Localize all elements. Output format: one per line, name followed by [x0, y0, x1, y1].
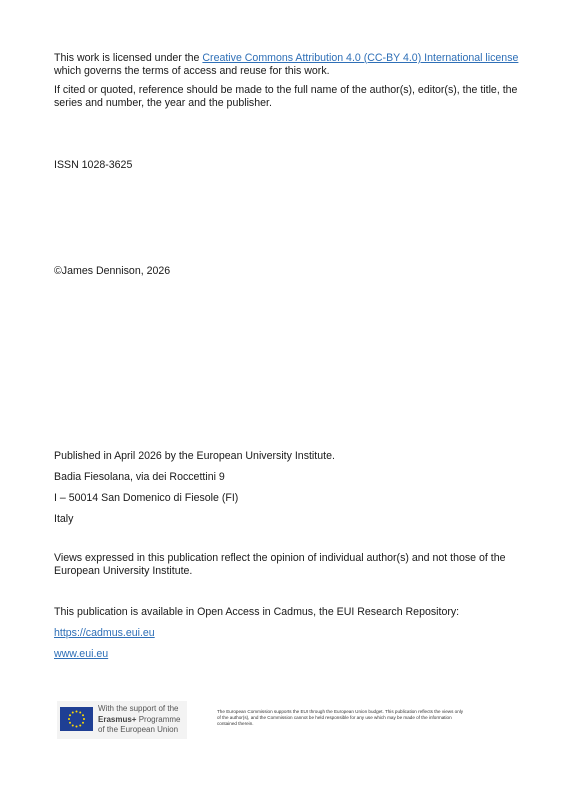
erasmus-logo	[57, 701, 187, 739]
erasmus-plus: Erasmus+	[98, 714, 137, 724]
eui-link-line	[54, 648, 524, 661]
published-line: Published in April 2026 by the European University Institute.	[54, 450, 335, 462]
footer	[57, 701, 527, 741]
address-line-1: Badia Fiesolana, via dei Roccettini 9	[54, 471, 225, 483]
country: Italy	[54, 513, 74, 525]
open-access-text: This publication is available in Open Access in Cadmus, the EUI Research Repository:	[54, 606, 460, 618]
eu-flag-icon	[60, 707, 93, 731]
erasmus-logo-text	[98, 704, 180, 736]
issn: ISSN 1028-3625	[54, 159, 133, 171]
logo-line-2	[98, 715, 180, 726]
copyright: ©James Dennison, 2026	[54, 265, 171, 277]
cadmus-link[interactable]: https://cadmus.eui.eu	[54, 627, 155, 639]
logo-line-3: of the European Union	[98, 725, 179, 734]
logo-line-1: With the support of the	[98, 704, 179, 713]
eui-link[interactable]: www.eui.eu	[54, 648, 109, 660]
license-prefix: This work is licensed under the	[54, 52, 203, 64]
address-line-2: I – 50014 San Domenico di Fiesole (FI)	[54, 492, 239, 504]
cc-license-link[interactable]: Creative Commons Attribution 4.0 (CC-BY 4.0) International license	[202, 52, 519, 64]
programme-word: Programme	[136, 714, 181, 724]
views-disclaimer: Views expressed in this publication reflect the opinion of individual author(s) and not those of the European University Institute.	[54, 552, 506, 578]
license-paragraph	[54, 52, 524, 79]
cadmus-link-line	[54, 627, 524, 640]
eu-flag-stars	[60, 707, 93, 731]
eu-disclaimer: The European Commission supports the EUI through the European Union budget. This publication reflects the views only of the author(s), and the Commission cannot be held responsible for any use which may be made of the information contained therein.	[217, 709, 464, 727]
license-suffix: which governs the terms of access and reuse for this work.	[54, 65, 330, 78]
citation-note: If cited or quoted, reference should be made to the full name of the author(s), editor(s), the title, the series and number, the year and the publisher.	[54, 84, 518, 110]
